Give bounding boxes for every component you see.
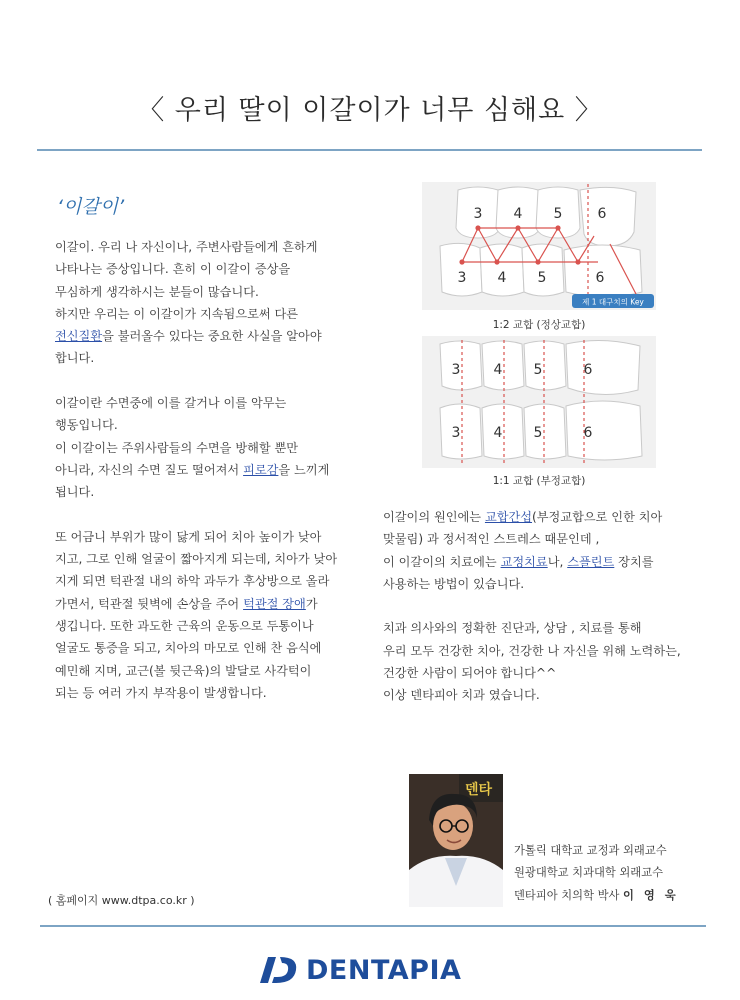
inline-link[interactable]: 스플린트 [567, 554, 615, 569]
dentapia-logo-icon [258, 953, 302, 987]
text-line [55, 526, 375, 548]
text-line [383, 662, 713, 684]
section-subtitle: ‘이갈이’ [57, 196, 125, 218]
page-title: 〈 우리 딸이 이갈이가 너무 심해요 〉 [137, 95, 603, 126]
author-name: 이 영 욱 [623, 888, 679, 902]
text-line [55, 303, 375, 325]
paragraph-gap [55, 370, 375, 392]
normal-occlusion-caption: 1:2 교합 (정상교합) [492, 319, 586, 331]
text-line [55, 548, 375, 570]
text-line [55, 414, 375, 436]
upper-number-3: 3 [473, 206, 483, 222]
text-line [383, 573, 713, 595]
lower-number-3: 3 [457, 270, 467, 286]
malocclusion-caption: 1:1 교합 (부정교합) [492, 475, 586, 487]
text-segment: 합니다. [55, 351, 95, 366]
text-line [55, 481, 375, 503]
paragraph-1 [55, 236, 375, 370]
text-line [383, 551, 713, 573]
key-badge-label: 제 1 대구치의 Key [582, 297, 644, 307]
text-segment: 이 이갈이는 주위사람들의 수면을 방해할 뿐만 [55, 440, 299, 455]
author-title-1: 가톨릭 대학교 교정과 외래교수 [514, 844, 667, 857]
text-segment: 아니라, 자신의 수면 질도 떨어져서 [55, 462, 244, 477]
text-segment: 생깁니다. 또한 과도한 근육의 운동으로 두통이나 [55, 619, 314, 634]
author-title-3 [514, 884, 679, 906]
photo-sign-text: 덴타 [465, 782, 493, 798]
paragraph-gap [383, 595, 713, 617]
mal-upper-number-4: 4 [493, 362, 503, 378]
text-line [55, 570, 375, 592]
bottom-divider [40, 925, 706, 927]
paragraph-gap [55, 504, 375, 526]
inline-link[interactable]: 피로감 [243, 462, 279, 477]
mal-lower-number-3: 3 [451, 425, 461, 441]
text-segment: 되는 등 여러 가지 부작용이 발생합니다. [55, 685, 267, 700]
mal-lower-number-4: 4 [493, 425, 503, 441]
text-segment: 예민해 지며, 교근(볼 뒷근육)의 발달로 사각턱이 [55, 663, 312, 678]
text-line [383, 640, 713, 662]
lower-number-4: 4 [497, 270, 507, 286]
text-segment: 지고, 그로 인해 얼굴이 짧아지게 되는데, 치아가 낮아 [55, 552, 338, 567]
text-segment: 무심하게 생각하시는 분들이 많습니다. [55, 284, 259, 299]
left-text-column [55, 236, 375, 704]
text-segment: 하지만 우리는 이 이갈이가 지속됨으로써 다른 [55, 306, 299, 321]
upper-number-4: 4 [513, 206, 523, 222]
text-line [383, 506, 713, 528]
paragraph-2 [55, 392, 375, 503]
text-segment: 나타나는 증상입니다. 흔히 이 이갈이 증상을 [55, 262, 291, 277]
text-segment: 우리 모두 건강한 치아, 건강한 나 자신을 위해 노력하는, [383, 643, 681, 658]
text-segment: 치과 의사와의 정확한 진단과, 상담 , 치료를 통해 [383, 621, 642, 636]
text-line [55, 615, 375, 637]
text-line [383, 528, 713, 550]
text-segment: 건강한 사람이 되어야 합니다^^ [383, 666, 557, 681]
mal-upper-number-3: 3 [451, 362, 461, 378]
text-segment: (부정교합으로 인한 치아 [532, 510, 663, 524]
dentapia-logo [258, 952, 461, 988]
text-segment: 사용하는 방법이 있습니다. [383, 576, 525, 591]
mal-lower-number-6: 6 [583, 425, 593, 441]
paragraph-5 [383, 617, 713, 706]
upper-number-5: 5 [553, 206, 563, 222]
author-caption [514, 840, 679, 906]
author-title-2: 원광대학교 치과대학 외래교수 [514, 866, 664, 879]
text-segment: 가 [305, 596, 318, 611]
mal-lower-number-5: 5 [533, 425, 543, 441]
mal-upper-number-5: 5 [533, 362, 543, 378]
dentapia-logo-text: DENTAPIA [306, 954, 462, 986]
text-segment: 행동입니다. [55, 418, 118, 433]
text-segment: 이갈이란 수면중에 이를 갈거나 이를 악무는 [55, 396, 287, 411]
text-segment: 이상 덴타피아 치과 였습니다. [383, 688, 540, 703]
right-text-column [383, 506, 713, 707]
occlusion-diagram [422, 180, 656, 490]
text-segment: 을 불러올수 있다는 중요한 사실을 알아야 [102, 329, 322, 344]
author-degree: 덴타피아 치의학 박사 [514, 889, 623, 902]
text-line [55, 258, 375, 280]
inline-link[interactable]: 교합간섭 [484, 510, 533, 524]
author-photo [409, 774, 503, 907]
text-segment: 이갈이의 원인에는 [383, 510, 485, 524]
text-line [55, 637, 375, 659]
text-segment: 을 느끼게 [278, 462, 330, 477]
text-segment: 이 이갈이의 치료에는 [383, 554, 501, 569]
text-segment: 나, [547, 554, 568, 569]
top-divider [37, 149, 702, 151]
text-segment: 이갈이. 우리 나 자신이나, 주변사람들에게 흔하게 [55, 240, 318, 254]
text-line [55, 325, 375, 347]
text-segment: 또 어금니 부위가 많이 닳게 되어 치아 높이가 낮아 [55, 529, 322, 544]
text-line [55, 437, 375, 459]
paragraph-4 [383, 506, 713, 595]
lower-number-5: 5 [537, 270, 547, 286]
inline-link[interactable]: 턱관절 장애 [243, 596, 306, 611]
text-line [383, 684, 713, 706]
text-line [55, 392, 375, 414]
text-line [55, 660, 375, 682]
text-segment: 맞물림) 과 정서적인 스트레스 때문인데 , [383, 532, 600, 547]
lower-number-6: 6 [595, 270, 605, 286]
text-segment: 얼굴도 통증을 되고, 치아의 마모로 인해 찬 음식에 [55, 641, 322, 656]
text-line [383, 617, 713, 639]
text-line [55, 593, 375, 615]
inline-link[interactable]: 전신질환 [55, 329, 103, 344]
mal-upper-number-6: 6 [583, 362, 593, 378]
text-segment: 됩니다. [55, 485, 95, 500]
text-segment: 지게 되면 턱관절 내의 하악 과두가 후상방으로 올라 [55, 574, 330, 589]
upper-number-6: 6 [597, 206, 607, 222]
text-line [55, 347, 375, 369]
text-line [55, 281, 375, 303]
text-line [55, 459, 375, 481]
paragraph-3 [55, 526, 375, 704]
text-line [55, 236, 375, 258]
text-line [55, 682, 375, 704]
homepage-text: ( 홈페이지 www.dtpa.co.kr ) [48, 894, 195, 907]
text-segment: 장치를 [614, 554, 654, 569]
inline-link[interactable]: 교정치료 [500, 554, 548, 569]
text-segment: 가면서, 턱관절 뒷벽에 손상을 주어 [55, 596, 244, 611]
